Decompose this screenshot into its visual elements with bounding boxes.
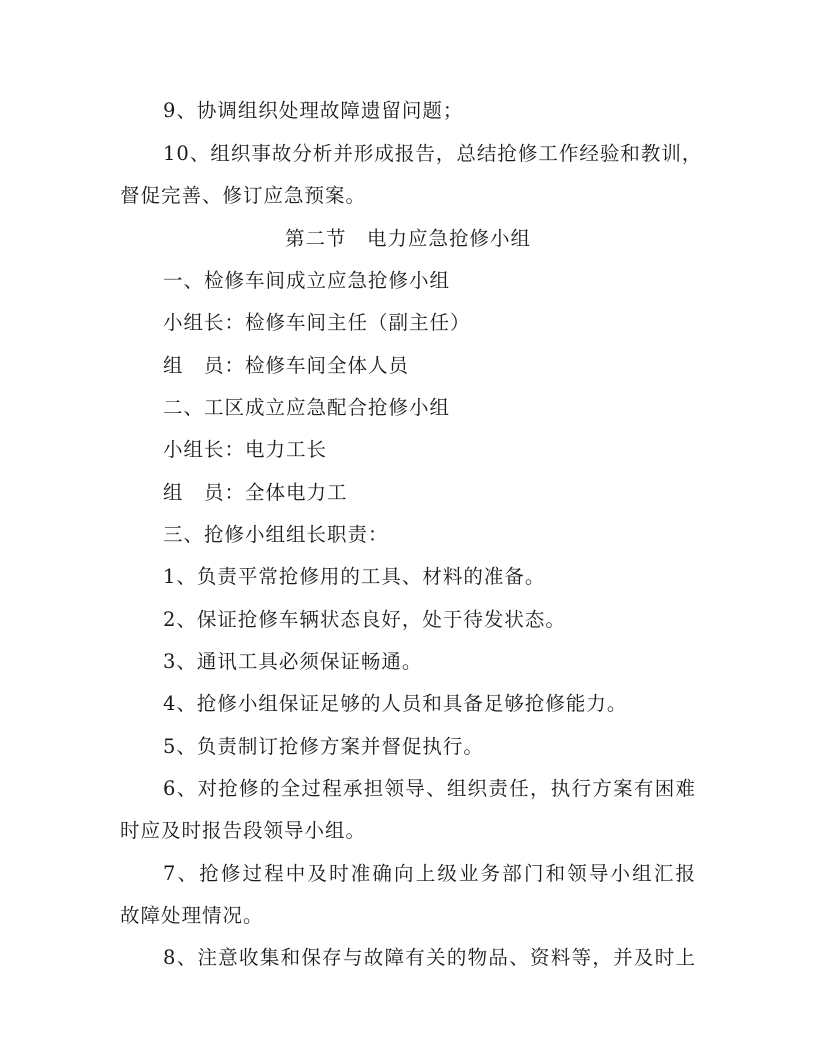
duty-8: 8、注意收集和保存与故障有关的物品、资料等，并及时上 [163, 946, 696, 969]
duty-6: 6、对抢修的全过程承担领导、组织责任，执行方案有困难 [163, 777, 696, 800]
section-title: 第二节 电力应急抢修小组 [284, 227, 531, 250]
duty-1: 1、负责平常抢修用的工具、材料的准备。 [163, 565, 546, 588]
duty-2: 2、保证抢修车辆状态良好，处于待发状态。 [163, 608, 566, 631]
item-9: 9、协调组织处理故障遗留问题； [163, 99, 464, 122]
item-10: 10、组织事故分析并形成报告，总结抢修工作经验和教训， [163, 142, 703, 165]
heading-3: 三、抢修小组组长职责： [163, 523, 389, 546]
group-leader-2: 小组长：电力工长 [163, 438, 328, 461]
duty-6-continued: 时应及时报告段领导小组。 [120, 819, 367, 842]
duty-5: 5、负责制订抢修方案并督促执行。 [163, 735, 484, 758]
group-members-2: 组 员：全体电力工 [163, 481, 348, 504]
duty-4: 4、抢修小组保证足够的人员和具备足够抢修能力。 [163, 692, 628, 715]
item-10-continued: 督促完善、修订应急预案。 [120, 184, 367, 207]
heading-1: 一、检修车间成立应急抢修小组 [163, 269, 451, 292]
duty-7: 7、抢修过程中及时准确向上级业务部门和领导小组汇报 [163, 862, 696, 885]
group-leader-1: 小组长：检修车间主任（副主任） [163, 311, 471, 334]
heading-2: 二、工区成立应急配合抢修小组 [163, 396, 451, 419]
group-members-1: 组 员：检修车间全体人员 [163, 354, 410, 377]
duty-3: 3、通讯工具必须保证畅通。 [163, 650, 423, 673]
duty-7-continued: 故障处理情况。 [120, 904, 264, 927]
